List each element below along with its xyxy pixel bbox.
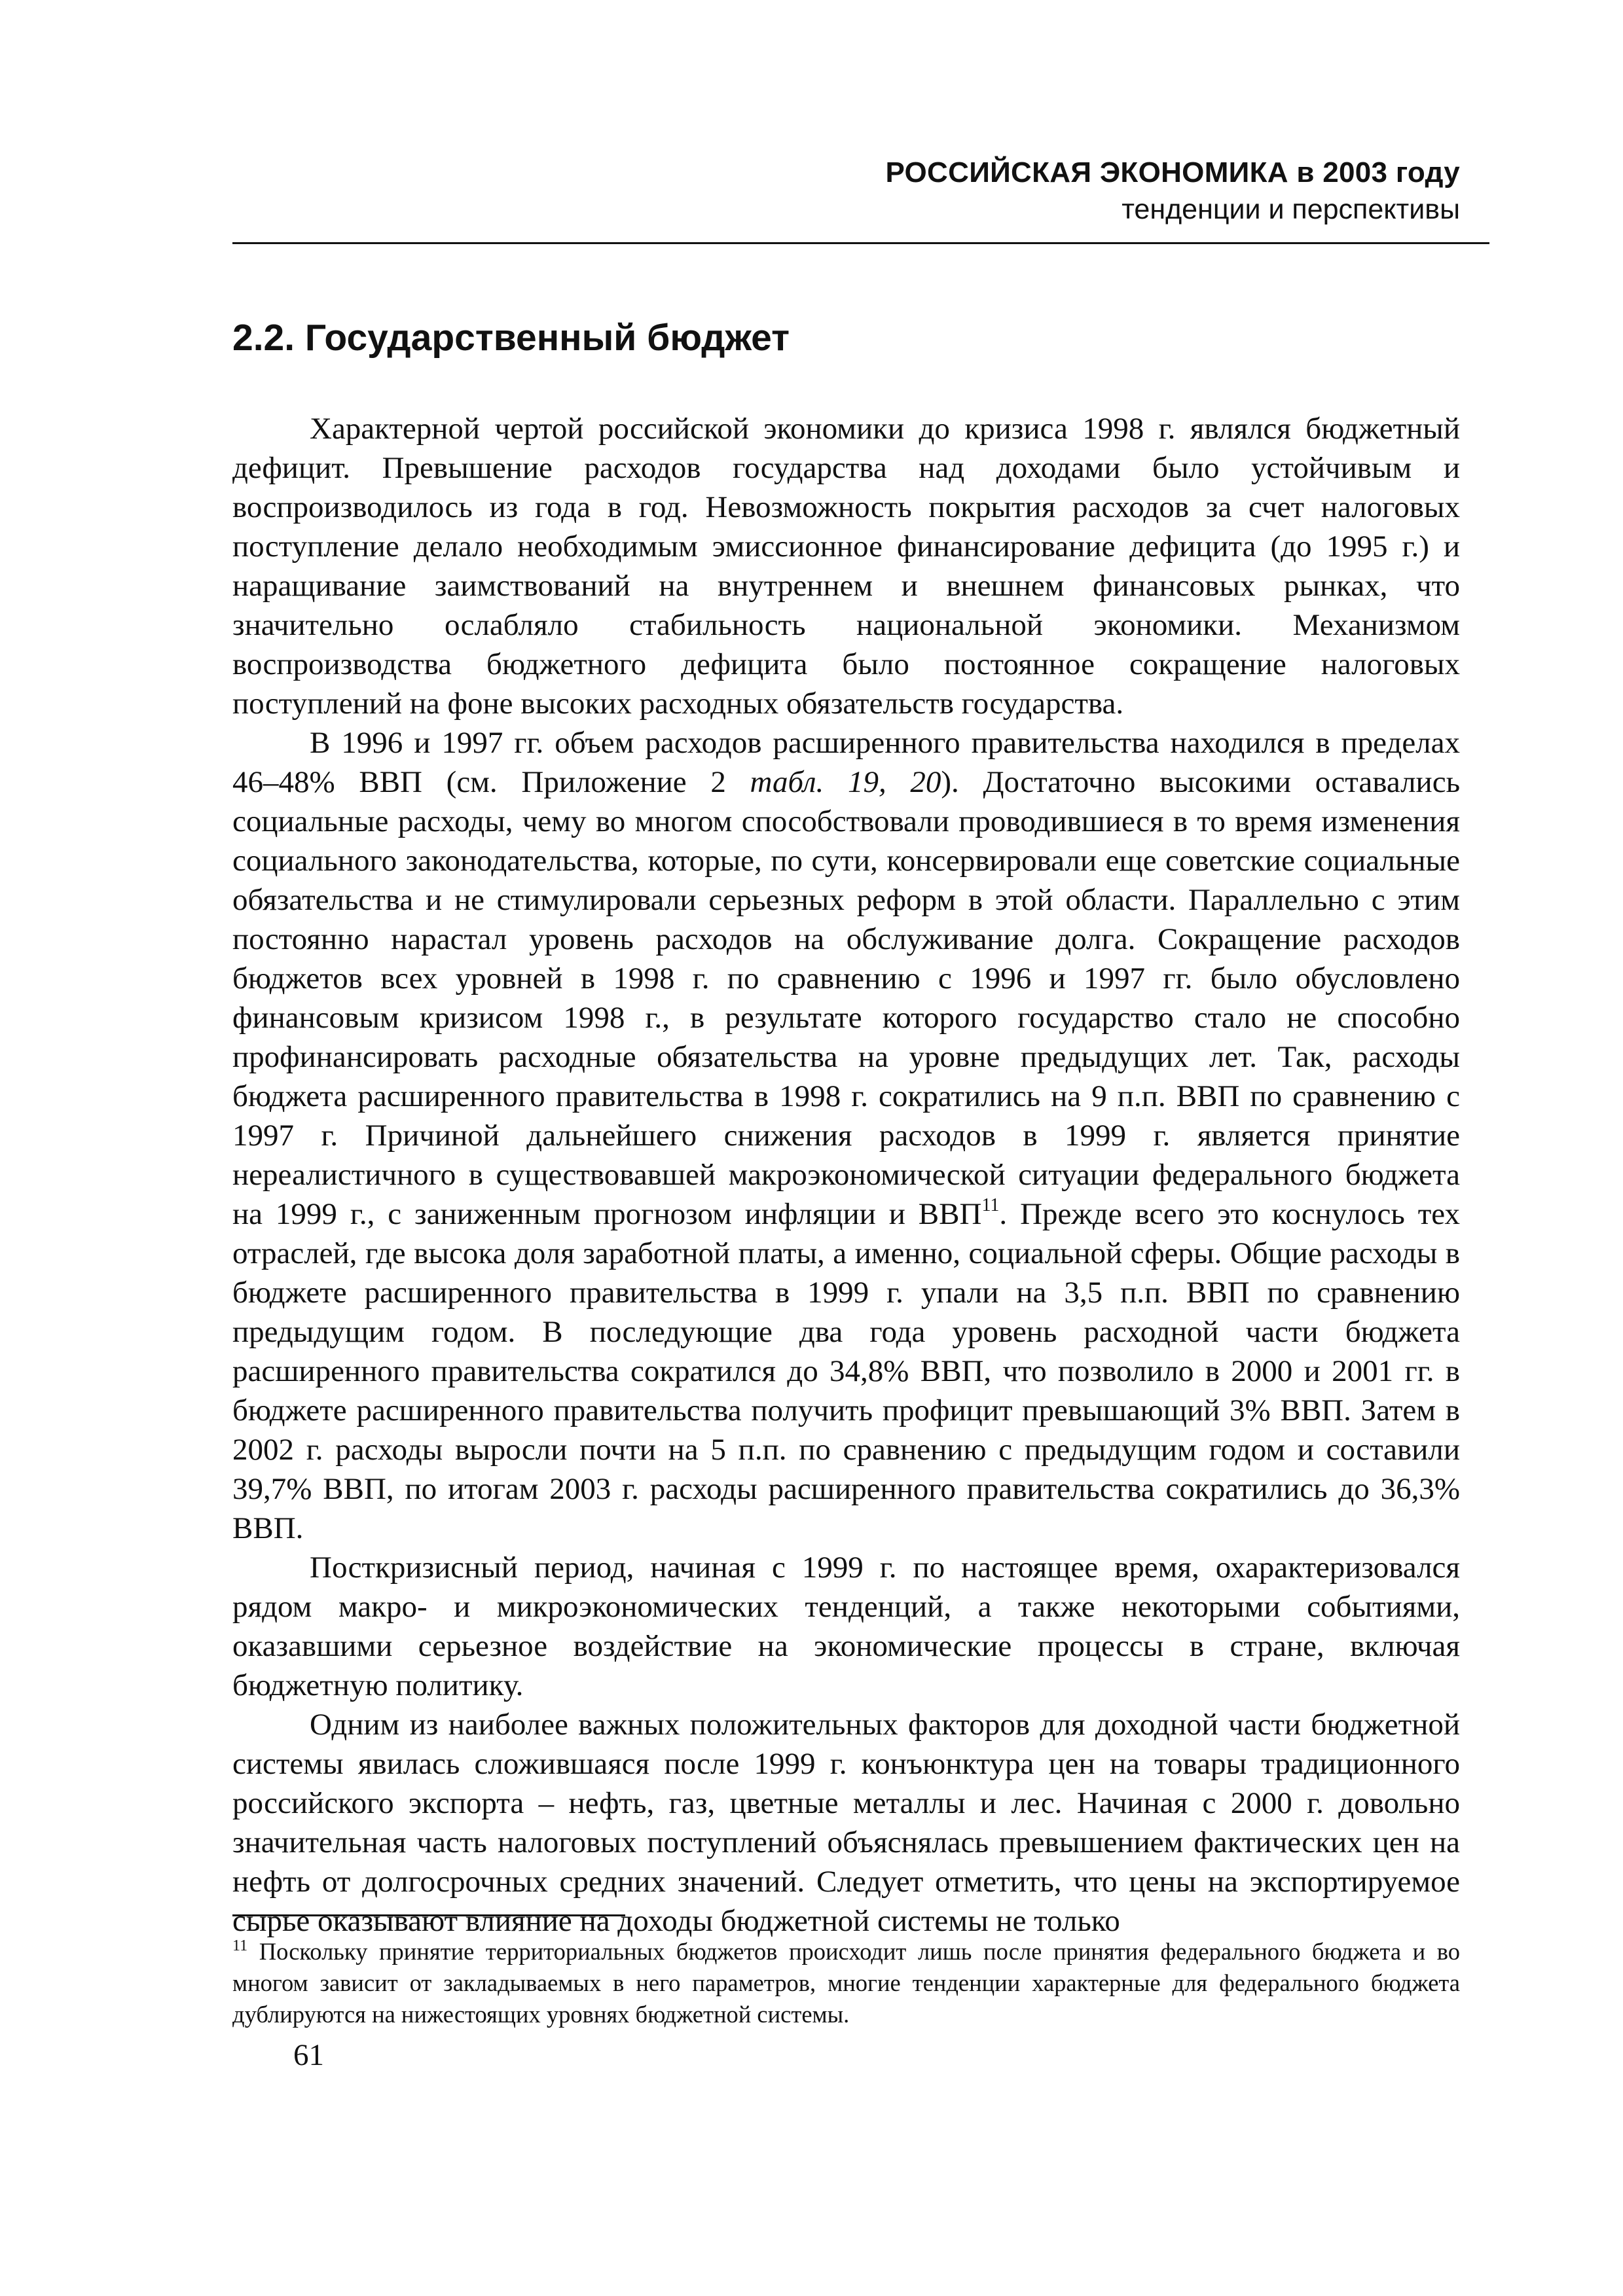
header-title: РОССИЙСКАЯ ЭКОНОМИКА в 2003 году xyxy=(885,156,1460,188)
paragraph-2 xyxy=(232,723,1460,1548)
section-heading: 2.2. Государственный бюджет xyxy=(232,317,790,359)
footnote-text: Поскольку принятие территориальных бюджетов происходит лишь после принятия федерального бюджета и во многом зависит от закладываемых в него параметров, многие тенденции характерные для федерального бюджета дублируются на нижестоящих уровнях бюджетной системы. xyxy=(232,1938,1460,2028)
paragraph-3: Посткризисный период, начиная с 1999 г. по настоящее время, охарактеризовался рядом макро- и микроэкономических тенденций, а также некоторыми событиями, оказавшими серьезное воздействие на экономические процессы в стране, включая бюджетную политику. xyxy=(232,1551,1460,1702)
paragraph-2-text-b: ). Достаточно высокими оставались социальные расходы, чему во многом способствовали проводившиеся в то время изменения социального законодательства, которые, по сути, консервировали еще советские социальные обязательства и не стимулировали серьезных реформ в этой области. Параллельно с этим постоянно нарастал уровень расходов на обслуживание долга. Сокращение расходов бюджетов всех уровней в 1998 г. по сравнению с 1996 и 1997 гг. было обусловлено финансовым кризисом 1998 г., в результате которого государство стало не способно профинансировать расходные обязательства на уровне предыдущих лет. Так, расходы бюджета расширенного правительства в 1998 г. сократились на 9 п.п. ВВП по сравнению с 1997 г. Причиной дальнейшего снижения расходов в 1999 г. является принятие нереалистичного в существовавшей макроэкономической ситуации федерального бюджета на 1999 г., с заниженным прогнозом инфляции и ВВП xyxy=(232,765,1460,1231)
footnote-reference: 11 xyxy=(981,1195,1000,1215)
footnote xyxy=(232,1936,1460,2030)
page-number: 61 xyxy=(293,2038,324,2072)
footnote-rule xyxy=(232,1914,625,1916)
header-rule xyxy=(232,242,1489,244)
paragraph-2-text-c: . Прежде всего это коснулось тех отраслей, где высока доля заработной платы, а именно, социальной сферы. Общие расходы в бюджете расширенного правительства в 1999 г. упали на 3,5 п.п. ВВП по сравнению предыдущим годом. В последующие два года уровень расходной части бюджета расширенного правительства сократился до 34,8% ВВП, что позволило в 2000 и 2001 гг. в бюджете расширенного правительства получить профицит превышающий 3% ВВП. Затем в 2002 г. расходы выросли почти на 5 п.п. по сравнению с предыдущим годом и составили 39,7% ВВП, по итогам 2003 г. расходы расширенного правительства сократились до 36,3% ВВП. xyxy=(232,1197,1460,1545)
footnote-marker: 11 xyxy=(232,1937,248,1954)
header-subtitle: тенденции и перспективы xyxy=(1122,194,1460,225)
table-reference: табл. 19, 20 xyxy=(750,765,941,799)
paragraph-4: Одним из наиболее важных положительных факторов для доходной части бюджетной системы явилась сложившаяся после 1999 г. конъюнктура цен на товары традиционного российского экспорта – нефть, газ, цветные металлы и лес. Начиная с 2000 г. довольно значительная часть налоговых поступлений объяснялась превышением фактических цен на нефть от долгосрочных средних значений. Следует отметить, что цены на экспортируемое сырье оказывают влияние на доходы бюджетной системы не только xyxy=(232,1708,1460,1938)
running-header xyxy=(232,154,1460,227)
body-text xyxy=(232,409,1460,1941)
paragraph-2-text-a: В 1996 и 1997 гг. объем расходов расширенного правительства находился в пределах 46–48% ВВП (см. Приложение 2 xyxy=(232,726,1460,799)
paragraph-1: Характерной чертой российской экономики до кризиса 1998 г. являлся бюджетный дефицит. Превышение расходов государства над доходами было устойчивым и воспроизводилось из года в год. Невозможность покрытия расходов за счет налоговых поступление делало необходимым эмиссионное финансирование дефицита (до 1995 г.) и наращивание заимствований на внутреннем и внешнем финансовых рынках, что значительно ослабляло стабильность национальной экономики. Механизмом воспроизводства бюджетного дефицита было постоянное сокращение налоговых поступлений на фоне высоких расходных обязательств государства. xyxy=(232,412,1460,721)
